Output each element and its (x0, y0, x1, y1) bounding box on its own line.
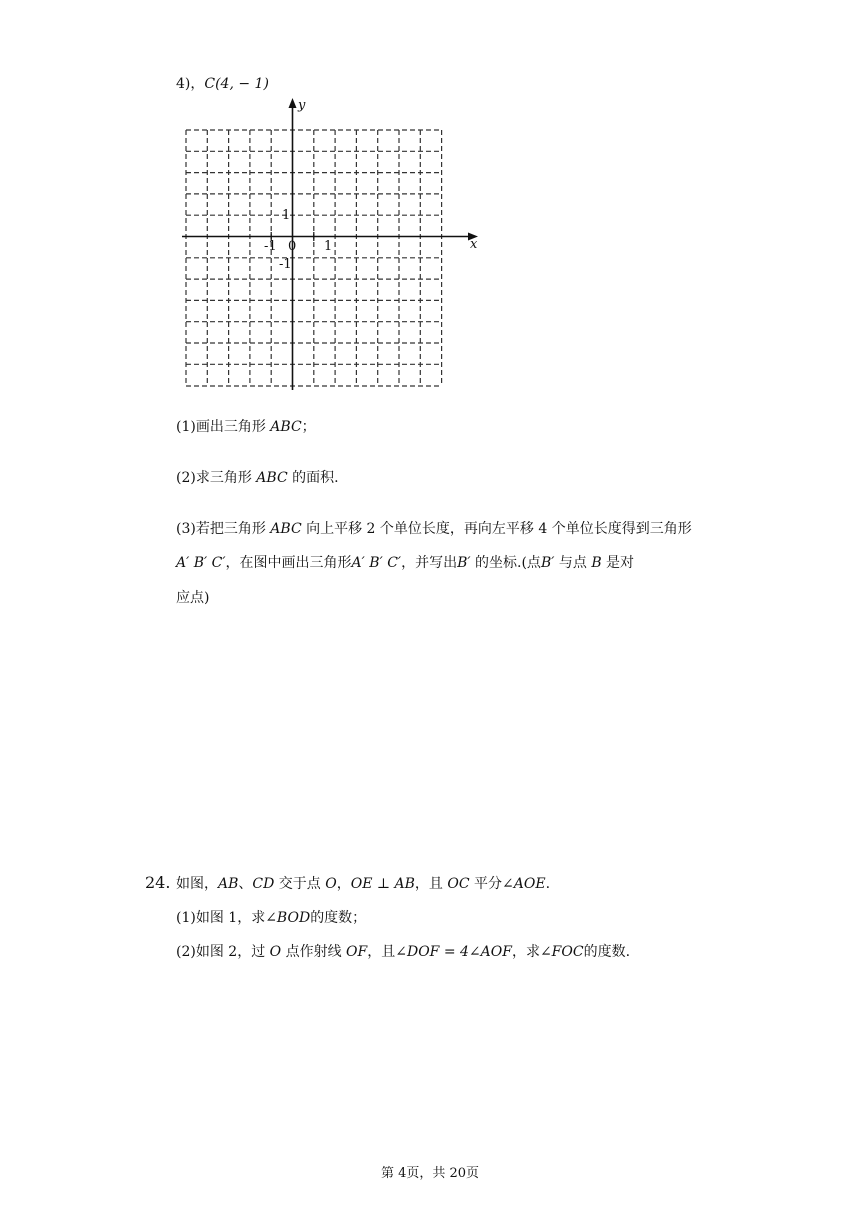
q24-line1 (176, 874, 550, 894)
tick-y-1: 1 (282, 208, 291, 223)
triangle-abc: ABC (270, 419, 302, 435)
q23-part1-text: (1)画出三角形 (176, 419, 271, 435)
ray-oc: OC (447, 876, 470, 892)
segment-cd: CD (252, 876, 275, 892)
q23-part3-line2 (176, 553, 634, 573)
angle-relation: ∠DOF = 4∠AOF (395, 944, 512, 960)
point-b-prime: B′ (540, 555, 555, 571)
question-number-24: 24. (145, 873, 171, 892)
q24-part2-text: ，求 (511, 944, 540, 960)
triangle-a-prime: A′ B′ C′ (176, 555, 226, 571)
q24-text: ， (336, 876, 351, 892)
point-o: O (325, 876, 337, 892)
q24-line2 (176, 908, 366, 928)
q24-text: 如图， (176, 876, 218, 892)
q23-part1 (176, 417, 316, 437)
triangle-a-prime: A′ B′ C′ (351, 555, 402, 571)
angle-bod: ∠BOD (265, 910, 311, 926)
q23-cont-prefix: 4)， (176, 76, 205, 92)
q24-part2-text: (2)如图 2，过 (176, 944, 270, 960)
q24-part1-text: (1)如图 1，求 (176, 910, 266, 926)
q23-part2-text: (2)求三角形 (176, 470, 257, 486)
point-b-prime: B′ (457, 555, 471, 571)
q23-continuation (176, 74, 269, 94)
y-axis-label: y (298, 98, 306, 113)
q23-part3-text: ，并写出 (401, 555, 458, 571)
q24-text: 平分 (469, 876, 503, 892)
q23-part3-text: 向上平移 2 个单位长度，再向左平移 4 个单位长度得到三角形 (301, 521, 692, 537)
q23-part3-line1 (176, 519, 692, 539)
y-axis-arrow (289, 98, 297, 108)
tick-origin: 0 (288, 239, 297, 254)
q24-text: 、 (238, 876, 253, 892)
q23-part1-punct: ； (301, 419, 316, 435)
triangle-abc: ABC (256, 470, 288, 486)
segment-ab: AB (218, 876, 239, 892)
q23-part3-text: 的坐标.(点 (470, 555, 541, 571)
q23-part3-text: ，在图中画出三角形 (225, 555, 352, 571)
q24-part2-text: ，且 (367, 944, 396, 960)
point-o: O (269, 944, 282, 960)
q23-part3-text: 是对 (601, 555, 635, 571)
q24-part1-text: 的度数； (310, 910, 367, 926)
angle-aoe: ∠AOE (502, 876, 546, 892)
q23-part3-text: 与点 (554, 555, 592, 571)
ray-of: OF (346, 944, 368, 960)
tick-y-neg1: -1 (279, 257, 292, 272)
tick-x-1: 1 (324, 239, 333, 254)
q23-part3-line3 (176, 588, 209, 608)
coordinate-grid (176, 98, 486, 394)
q23-part2-tail: 的面积. (287, 470, 339, 486)
q23-part2 (176, 468, 339, 488)
angle-foc: ∠FOC (539, 944, 584, 960)
grid-lines (186, 130, 442, 386)
page-footer: 第 4页，共 20页 (380, 1166, 480, 1181)
q24-text: 交于点 (274, 876, 326, 892)
q23-part3-text: 应点) (176, 590, 210, 606)
x-axis-label: x (470, 237, 478, 252)
oe-perp-ab: OE ⊥ AB (350, 876, 415, 892)
q24-text: ，且 (414, 876, 448, 892)
tick-x-neg1: -1 (264, 239, 277, 254)
q24-part2-text: 点作射线 (281, 944, 347, 960)
q24-line3 (176, 942, 630, 962)
point-c: C(4, − 1) (204, 76, 269, 92)
triangle-abc: ABC (270, 521, 302, 537)
q23-part3-text: (3)若把三角形 (176, 521, 271, 537)
point-b: B (591, 555, 602, 571)
q24-part2-text: 的度数. (583, 944, 631, 960)
q24-text: . (545, 876, 551, 892)
